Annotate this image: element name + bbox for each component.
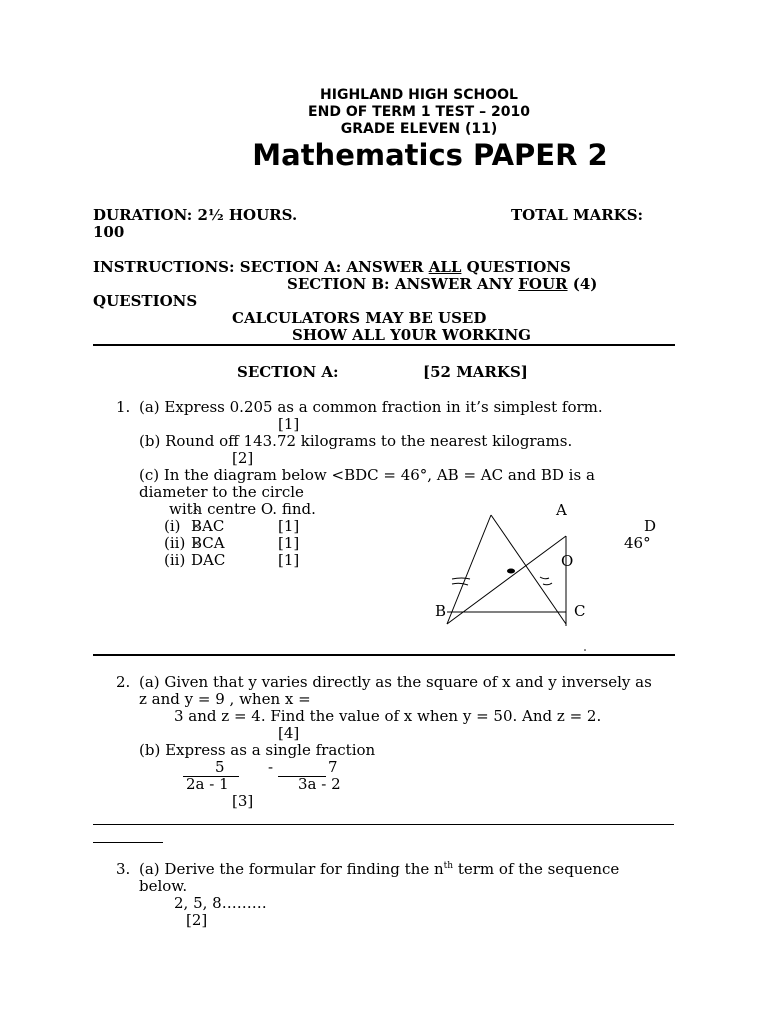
instr-all: ALL [428,258,462,276]
divider-line-continued [93,842,163,843]
grade-label: GRADE ELEVEN (11) [340,121,498,137]
tick-mark-ac-1 [540,577,549,579]
q2-b-numerator-1: 5 [215,758,225,776]
q1-b: (b) Round off 143.72 kilograms to the nearest kilograms. [139,432,573,450]
q1-c-i-label: (i) [164,517,181,535]
q3-sequence: 2, 5, 8……… [174,894,267,912]
test-name: END OF TERM 1 TEST – 2010 [308,104,530,120]
q2-a-line1: (a) Given that y varies directly as the square of x and y inversely as [139,673,652,691]
q2-number: 2. [116,673,131,691]
q3-a-line2: below. [139,877,188,895]
q3-a-mark: [2] [186,911,208,929]
q2-b-denominator-2: 3a - 2 [298,775,341,793]
q1-b-mark: [2] [232,449,254,467]
q2-b-numerator-2: 7 [328,758,338,776]
line-ac [491,515,566,624]
divider-line [93,824,674,825]
q1-c-iii-mark: [1] [278,551,300,569]
q2-b-denominator-1: 2a - 1 [186,775,229,793]
divider-line [93,654,675,656]
instructions-questions: QUESTIONS [93,292,198,310]
q1-a: (a) Express 0.205 as a common fraction in it’s simplest form. [139,398,603,416]
duration: DURATION: 2½ HOURS. [93,206,298,224]
q1-number: 1. [116,398,131,416]
q1-c-iii-label: (ii) [164,551,186,569]
q1-c-ii-label: (ii) [164,534,186,552]
q2-a-line2: z and y = 9 , when x = [139,690,311,708]
q1-c-i-angle: ^ BAC [191,517,224,535]
school-name: HIGHLAND HIGH SCHOOL [320,87,518,103]
section-a-marks: [52 MARKS] [423,363,528,381]
tick-mark-ab-2 [452,583,468,585]
q1-c-iii-angle: ^ DAC [191,551,225,569]
label-c: C [574,602,586,620]
total-marks-value: 100 [93,223,125,241]
instr-a-text: INSTRUCTIONS: SECTION A: ANSWER [93,258,429,276]
q1-c-line3: with centre O. find. [169,500,316,518]
label-angle: 46° [624,534,651,552]
total-marks-label: TOTAL MARKS: [511,206,644,224]
centre-dot [507,569,515,574]
q1-c-ii-mark: [1] [278,534,300,552]
paper-title: Mathematics PAPER 2 [252,138,608,172]
tick-mark-ab-1 [452,578,470,579]
working-note: SHOW ALL Y0UR WORKING [292,326,531,344]
q1-c-line1: (c) In the diagram below <BDC = 46°, AB = AC and BD is a [139,466,595,484]
q1-c-line2: diameter to the circle [139,483,304,501]
q2-a-line3: 3 and z = 4. Find the value of x when y = 50. And z = 2. [174,707,602,725]
tick-mark-ac-2 [543,583,552,585]
calculators-note: CALCULATORS MAY BE USED [232,309,487,327]
label-d: D [644,517,657,535]
label-o: O [561,552,574,570]
instr-b-text: SECTION B: ANSWER ANY [287,275,519,293]
label-a: A [556,501,567,519]
instr-four-rest: (4) [567,275,598,293]
q1-c-ii-angle: ^ BCA [191,534,225,552]
q2-b-mark: [3] [232,792,254,810]
q1-c-i-mark: [1] [278,517,300,535]
q2-a-mark: [4] [278,724,300,742]
q2-b: (b) Express as a single fraction [139,741,376,759]
q1-a-mark: [1] [278,415,300,433]
q2-b-minus: - [268,758,274,776]
q3-a-pre: (a) Derive the formular for finding the n [139,860,444,878]
q3-a-post: term of the sequence [453,860,620,878]
instr-four: FOUR [518,275,568,293]
instr-a-questions: QUESTIONS [461,258,571,276]
section-a-label: SECTION A: [237,363,339,381]
label-b: B [435,602,447,620]
q3-a-sup: th [443,861,454,871]
q3-a-line1 [139,860,619,878]
q3-number: 3. [116,860,131,878]
stray-dot [584,649,586,651]
